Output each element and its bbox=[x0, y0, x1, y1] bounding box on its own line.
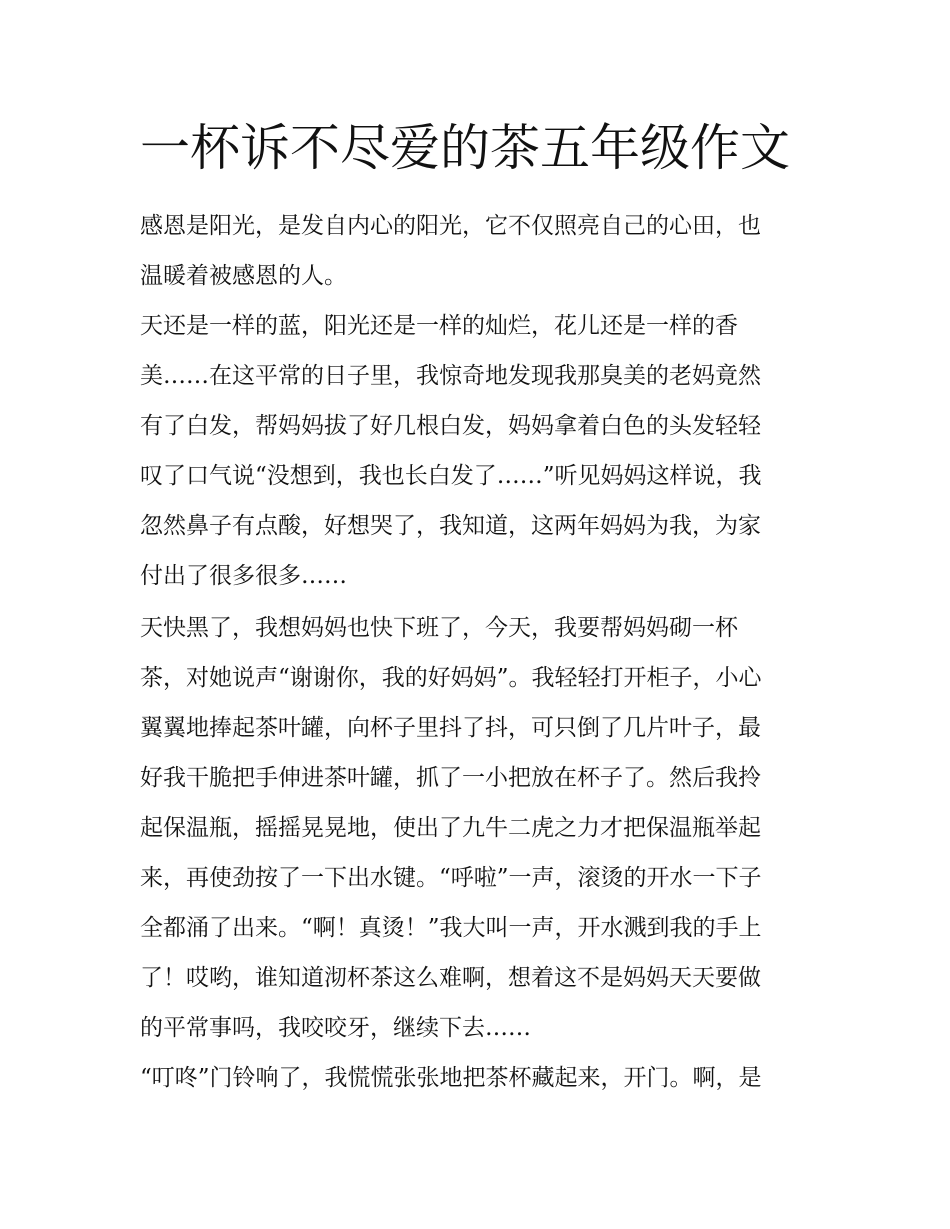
body-line: 翼翼地捧起茶叶罐，向杯子里抖了抖，可只倒了几片叶子，最 bbox=[140, 715, 761, 741]
document-title: 一杯诉不尽爱的茶五年级作文 bbox=[140, 119, 790, 177]
body-line: “叮咚”门铃响了，我慌慌张张地把茶杯藏起来，开门。啊，是 bbox=[140, 1065, 762, 1091]
body-line: 茶，对她说声“谢谢你，我的好妈妈”。我轻轻打开柜子，小心 bbox=[140, 665, 762, 691]
body-line: 好我干脆把手伸进茶叶罐，抓了一小把放在杯子了。然后我拎 bbox=[140, 765, 761, 791]
body-line: 忽然鼻子有点酸，好想哭了，我知道，这两年妈妈为我，为家 bbox=[140, 513, 761, 539]
body-line: 天快黑了，我想妈妈也快下班了，今天，我要帮妈妈砌一杯 bbox=[140, 615, 738, 641]
body-line: 起保温瓶，摇摇晃晃地，使出了九牛二虎之力才把保温瓶举起 bbox=[140, 815, 761, 841]
body-line: 天还是一样的蓝，阳光还是一样的灿烂，花儿还是一样的香 bbox=[140, 313, 738, 339]
body-line: 感恩是阳光，是发自内心的阳光，它不仅照亮自己的心田，也 bbox=[140, 213, 761, 239]
body-line: 叹了口气说“没想到，我也长白发了……”听见妈妈这样说，我 bbox=[140, 463, 762, 489]
body-line: 了！哎哟，谁知道沏杯茶这么难啊，想着这不是妈妈天天要做 bbox=[140, 965, 761, 991]
body-line: 来，再使劲按了一下出水键。“呼啦”一声，滚烫的开水一下子 bbox=[140, 865, 762, 891]
body-line: 付出了很多很多…… bbox=[140, 563, 347, 589]
body-line: 有了白发，帮妈妈拔了好几根白发，妈妈拿着白色的头发轻轻 bbox=[140, 413, 761, 439]
body-line: 温暖着被感恩的人。 bbox=[140, 263, 347, 289]
body-line: 全都涌了出来。“啊！真烫！”我大叫一声，开水溅到我的手上 bbox=[140, 915, 762, 941]
body-line: 的平常事吗，我咬咬牙，继续下去…… bbox=[140, 1015, 531, 1041]
body-line: 美……在这平常的日子里，我惊奇地发现我那臭美的老妈竟然 bbox=[140, 363, 761, 389]
